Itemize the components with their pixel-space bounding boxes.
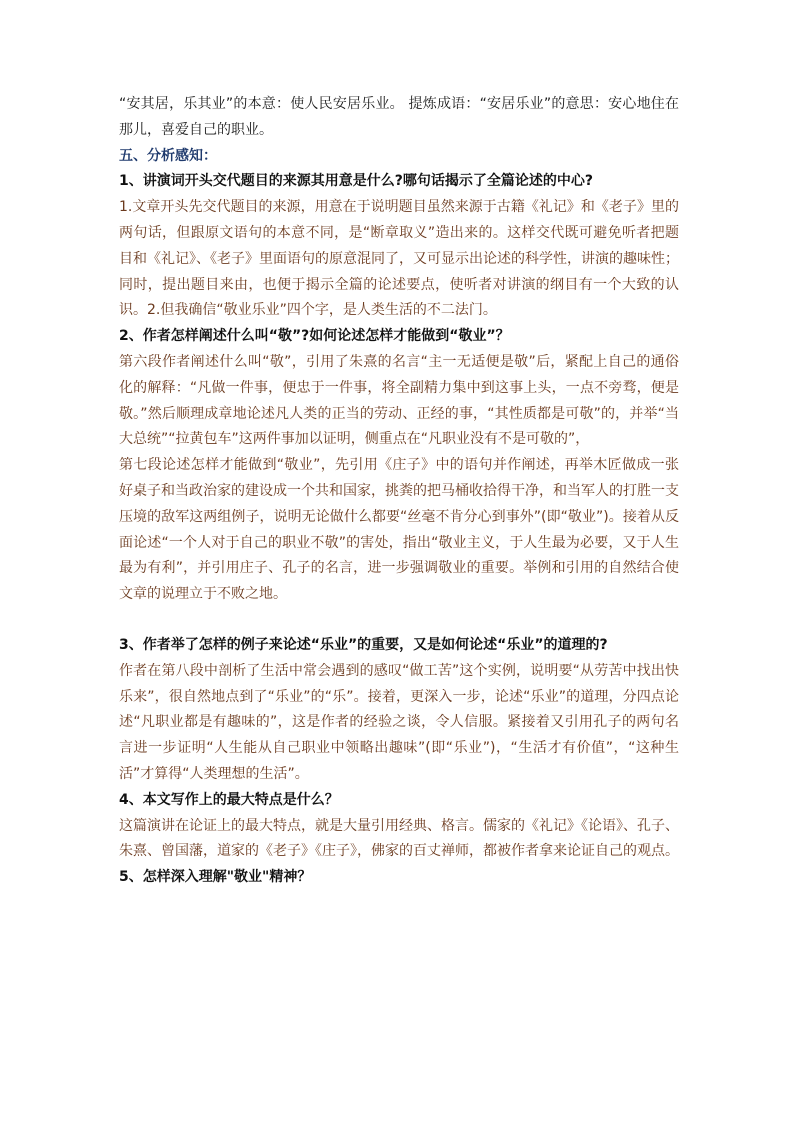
question-2: 2、作者怎样阐述什么叫“敬”?如何论述怎样才能做到“敬业”？ [119,328,510,345]
answer-1: 1.文章开头先交代题目的来源，用意在于说明题目虽然来源于古籍《礼记》和《老子》里的两句话，但跟原文语句的本意不同，是“断章取义”造出来的。这样交代既可避免听者把题目和《礼记》、《老子》里面语句的原意混同了，又可显示出论述的科学性，讲演的趣味性；同时，提出题目来由，也便于揭示全篇的论述要点，使听者对讲演的纲目有一个大致的认识。2.但我确信“敬业乐业”四个字，是人类生活的不二法门。 [119,199,679,319]
blank-line [119,608,679,633]
question-4: 4、本文写作上的最大特点是什么？ [119,791,339,808]
intro-paragraph: “安其居，乐其业”的本意：使人民安居乐业。 提炼成语：“安居乐业”的意思：安心地住在那儿，喜爱自己的职业。 [119,96,679,138]
section-title: 五、分析感知： [119,147,217,164]
question-3: 3、作者举了怎样的例子来论述“乐业”的重要，又是如何论述“乐业”的道理的? [119,636,608,653]
answer-4: 这篇演讲在论证上的最大特点，就是大量引用经典、格言。儒家的《礼记》《论语》、孔子、朱熹、曾国藩，道家的《老子》《庄子》，佛家的百丈禅师，都被作者拿来论证自己的观点。 [119,817,679,860]
answer-2-part-1: 第六段作者阐述什么叫“敬”，引用了朱熹的名言“主一无适便是敬”后，紧配上自己的通俗化的解释：“凡做一件事，便忠于一件事，将全副精力集中到这事上头，一点不旁骛，便是敬。”然后顺理成章地论述凡人类的正当的劳动、正经的事，“其性质都是可敬”的，并举“当大总统”“拉黄包车”这两件事加以证明，侧重点在“凡职业没有不是可敬的”， [119,353,679,448]
answer-3: 作者在第八段中剖析了生活中常会遇到的感叹“做工苦”这个实例，说明要“从劳苦中找出快乐来”，很自然地点到了“乐业”的“乐”。接着，更深入一步，论述“乐业”的道理，分四点论述“凡职业都是有趣味的”，这是作者的经验之谈，令人信服。紧接着又引用孔子的两句名言进一步证明“人生能从自己职业中领略出趣味”(即“乐业”)，“生活才有价值”，“这种生活”才算得“人类理想的生活”。 [119,662,679,782]
question-5: 5、怎样深入理解"敬业"精神？ [119,869,312,886]
answer-2-part-2: 第七段论述怎样才能做到“敬业”，先引用《庄子》中的语句并作阐述，再举木匠做成一张好桌子和当政治家的建设成一个共和国家，挑粪的把马桶收拾得干净，和当军人的打胜一支压境的敌军这两组例子，说明无论做什么都要“丝毫不肯分心到事外”(即“敬业”)。接着从反面论述“一个人对于自己的职业不敬”的害处，指出“敬业主义，于人生最为必要，又于人生最为有利”，并引用庄子、孔子的名言，进一步强调敬业的重要。举例和引用的自然结合使文章的说理立于不败之地。 [119,457,679,603]
document-body [119,92,679,891]
question-1: 1、讲演词开头交代题目的来源其用意是什么?哪句话揭示了全篇论述的中心? [119,173,593,190]
